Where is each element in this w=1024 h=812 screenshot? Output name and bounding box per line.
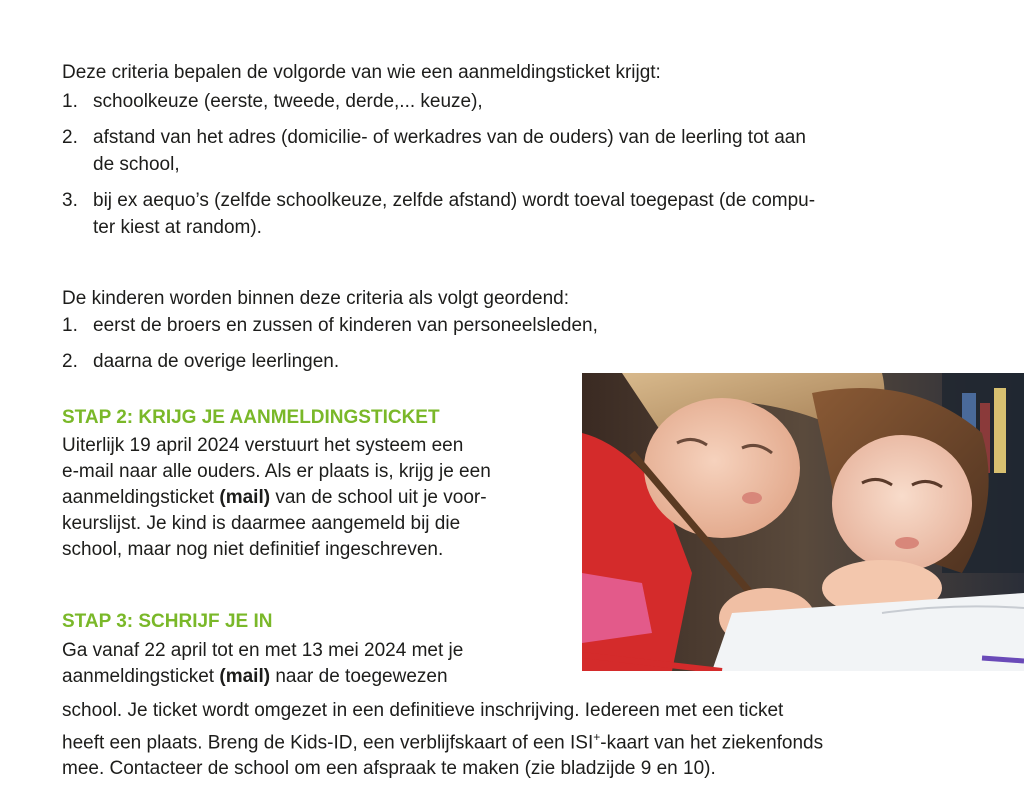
text-line: naar de toegewezen [270,666,448,687]
text-line: -kaart van het ziekenfonds [600,732,824,754]
list-number: 3. [62,190,78,211]
list-item [62,312,962,339]
list-number: 1. [62,315,78,336]
list-item-text-cont: ter kiest at random). [93,217,262,238]
list-item-text: bij ex aequo’s (zelfde schoolkeuze, zelfde afstand) wordt toeval toegepast (de compu- [93,190,816,211]
order-lead: De kinderen worden binnen deze criteria als volgt geordend: [62,288,569,309]
step2-heading: STAP 2: KRIJG JE AANMELDINGSTICKET [62,407,440,428]
text-line: Uiterlijk 19 april 2024 verstuurt het systeem een [62,435,464,456]
text-line: van de school uit je voor- [270,487,487,508]
list-item [62,88,962,115]
step3-heading: STAP 3: SCHRIJF JE IN [62,611,273,632]
photo-illustration [582,373,1024,671]
text-line: Ga vanaf 22 april tot en met 13 mei 2024 met je [62,640,464,661]
list-number: 2. [62,351,78,372]
mail-emphasis: (mail) [219,666,271,687]
list-item-text: eerst de broers en zussen of kinderen van personeelsleden, [93,315,598,336]
step2-paragraph [62,433,572,563]
list-item [62,348,962,375]
mail-emphasis: (mail) [219,487,271,508]
superscript-plus: + [593,730,601,744]
list-item-text: afstand van het adres (domicilie- of werkadres van de ouders) van de leerling tot aan [93,127,806,148]
step3-paragraph-bottom [62,698,1002,782]
list-item [62,124,962,178]
text-line: school. Je ticket wordt omgezet in een definitieve inschrijving. Iedereen met een ticket [62,700,784,721]
text-line: aanmeldingsticket [62,666,220,687]
text-line: heeft een plaats. Breng de Kids-ID, een verblijfskaart of een ISI [62,732,594,754]
children-drawing-photo [582,373,1024,671]
text-line: keurslijst. Je kind is daarmee aangemeld bij die [62,513,461,534]
text-line: mee. Contacteer de school om een afspraak te maken (zie bladzijde 9 en 10). [62,758,716,780]
list-item-text: daarna de overige leerlingen. [93,351,340,372]
criteria-lead: Deze criteria bepalen de volgorde van wie een aanmeldingsticket krijgt: [62,62,661,83]
list-number: 2. [62,127,78,148]
text-line: aanmeldingsticket [62,487,220,508]
list-item [62,187,962,241]
text-line: school, maar nog niet definitief ingeschreven. [62,539,444,560]
list-number: 1. [62,91,78,112]
list-item-text: schoolkeuze (eerste, tweede, derde,... keuze), [93,91,483,112]
text-line: e-mail naar alle ouders. Als er plaats is, krijg je een [62,461,491,482]
list-item-text-cont: de school, [93,154,180,175]
step3-paragraph-top [62,638,572,690]
criteria-list [62,88,962,250]
